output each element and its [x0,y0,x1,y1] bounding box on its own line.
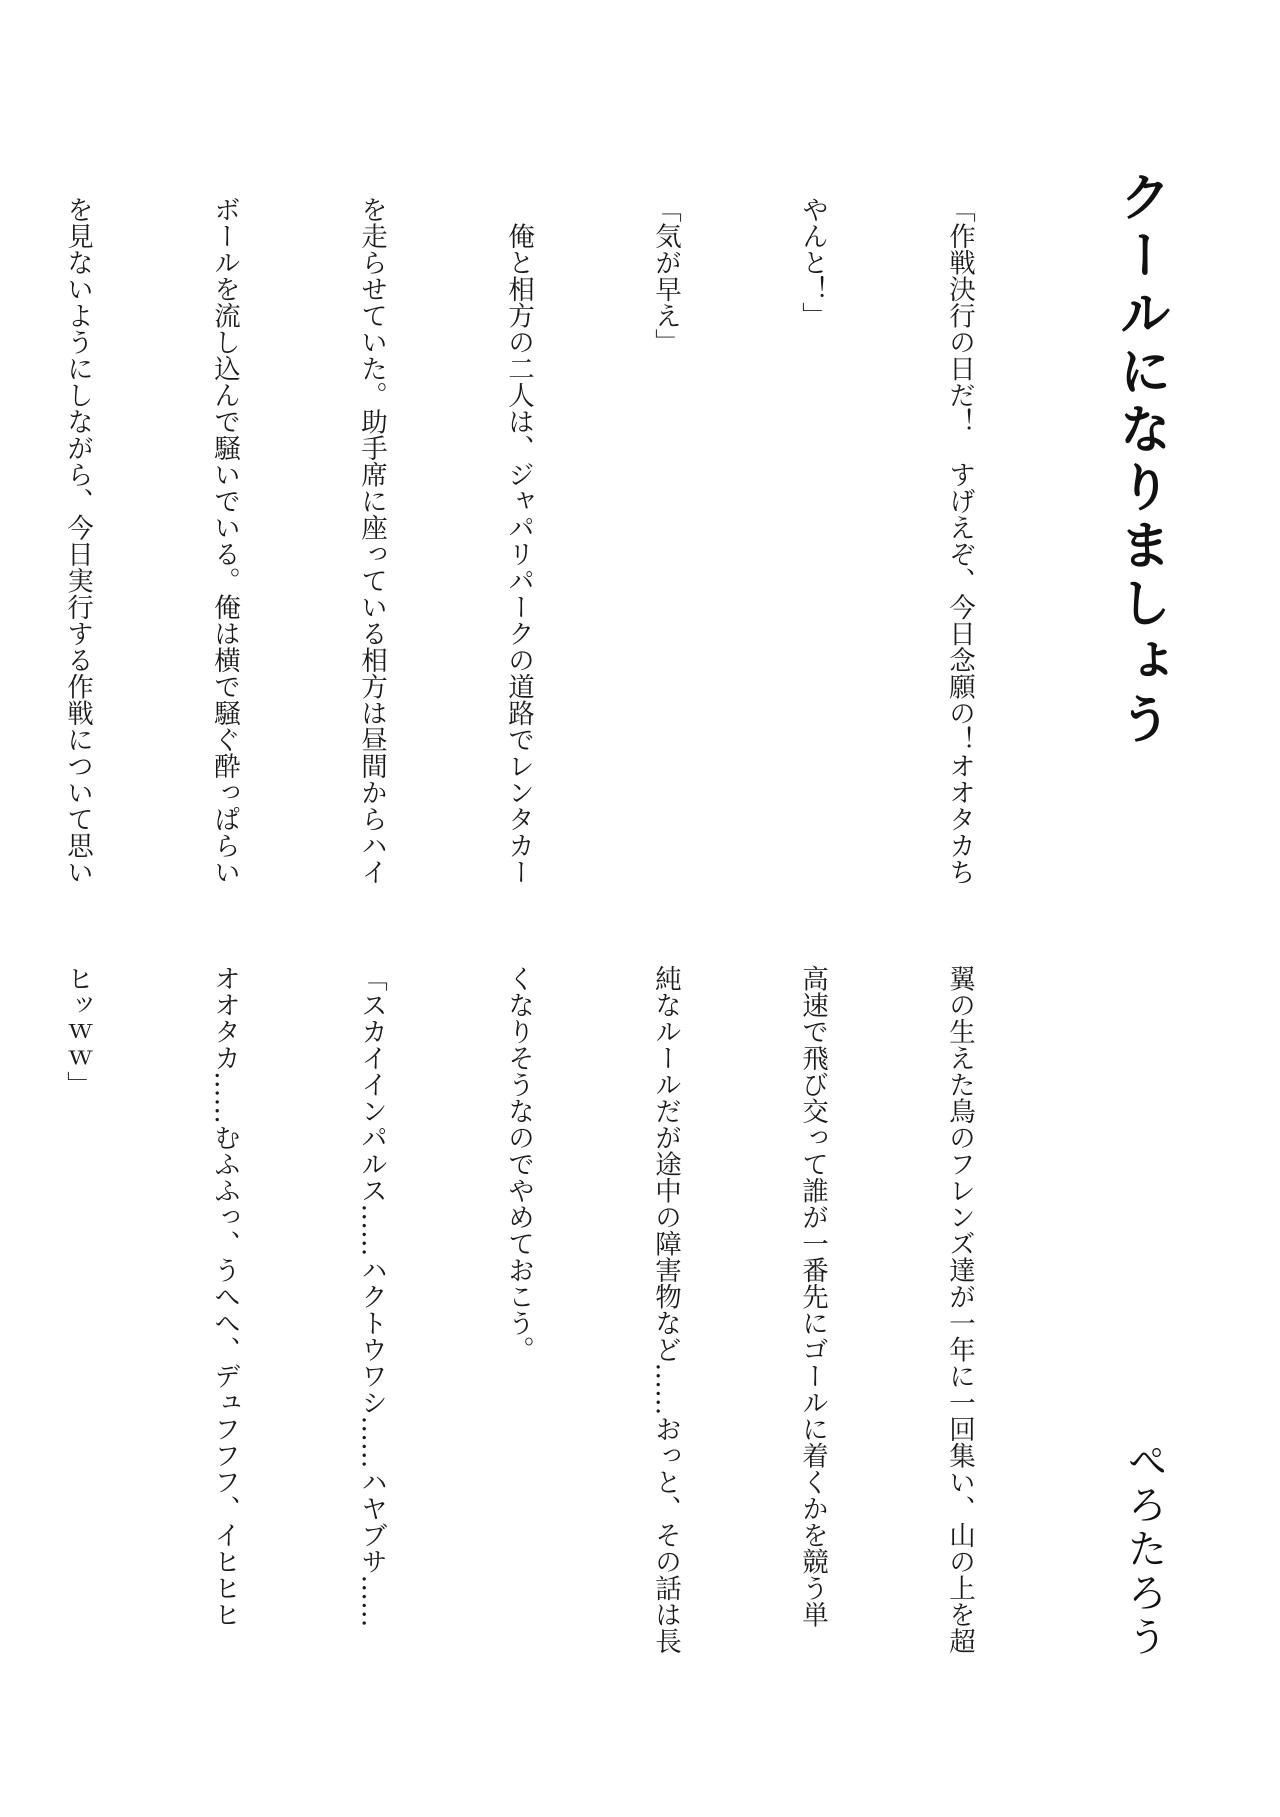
text-block-top [0,196,1082,928]
text-line: 高速で飛び交って誰が一番先にゴールに着くかを競う単 [797,965,828,1628]
text-line: 「作戦決行の日だ！ すげえぞ、今日念願の！オオタカち [944,196,975,885]
story-title: クールになりましょう [1110,170,1170,750]
text-line: 「スカイインパルス……ハクトウワシ……ハヤブサ…… [356,965,387,1628]
text-line: 翼の生えた鳥のフレンズ達が一年に一回集い、山の上を超 [944,965,975,1654]
text-line: を見ないようにしながら、今日実行する作戦について思い [62,196,93,885]
text-line: 純なルールだが途中の障害物など……おっと、その話は長 [650,965,681,1654]
text-line: やんと！」 [797,196,828,329]
text-line: ボールを流し込んで騒いでいる。俺は横で騒ぐ酔っぱらい [209,196,240,885]
text-line: ヒッｗｗ」 [62,965,93,1098]
text-line: 俺と相方の二人は、ジャパリパークの道路でレンタカー [503,196,534,885]
text-line: を走らせていた。助手席に座っている相方は昼間からハイ [356,196,387,885]
text-line: オオタカ……むふふっ、うへへ、デュフフフ、イヒヒヒ [209,965,240,1628]
text-line: くなりそうなのでやめておこう。 [503,965,534,1363]
text-block-bottom [0,965,1082,1697]
text-line: 「気が早え」 [650,196,681,355]
author-name: ぺろたろう [1121,1440,1167,1660]
